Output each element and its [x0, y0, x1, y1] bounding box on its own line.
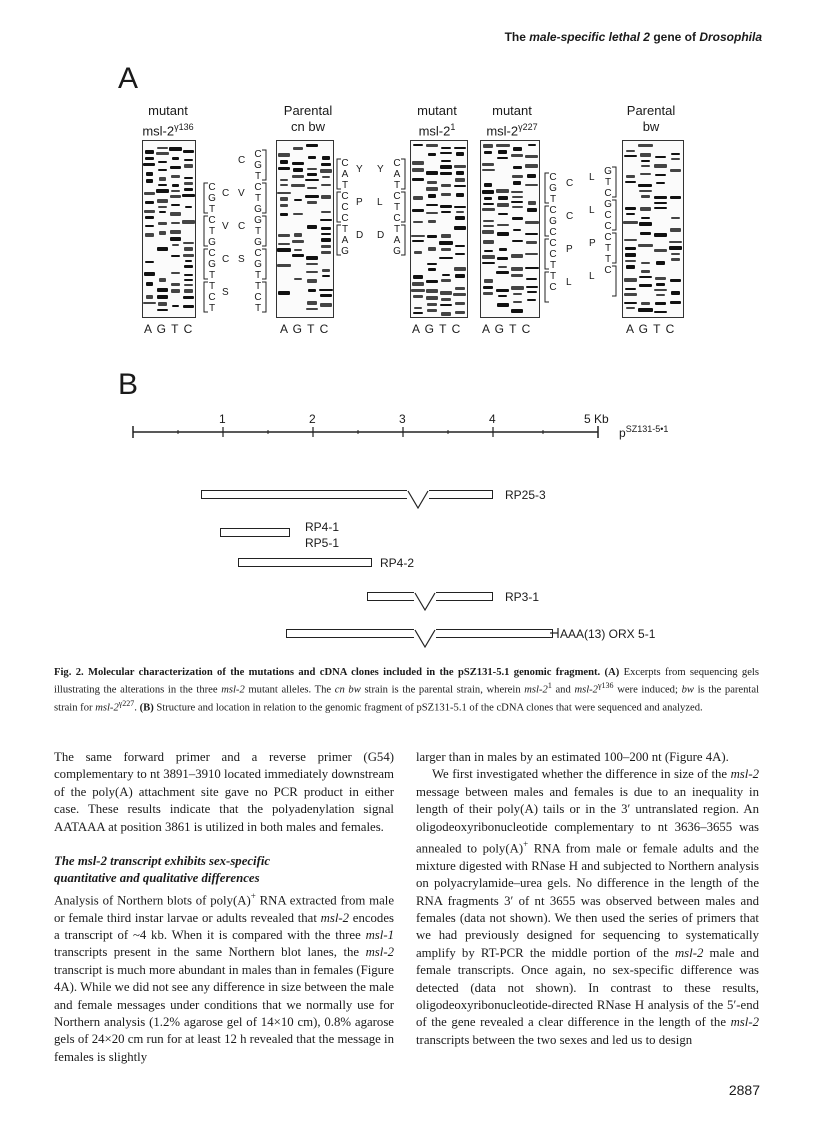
residue-aa-right-par-0: L: [589, 172, 595, 183]
tick-label-2: 2: [309, 412, 316, 426]
clone-bar-rp25-3: [201, 490, 493, 499]
lane-title-parental-bw: Parental bw: [626, 103, 676, 134]
base-seq-right-mut-3: C: [549, 205, 557, 216]
tick-label-5-kb: 5 Kb: [584, 412, 609, 426]
base-seq-right-mut-6: C: [549, 238, 557, 249]
paragraph-right-1: larger than in males by an estimated 100–200 nt (Figure 4A).: [416, 750, 729, 764]
residue-aa-mid-a-0: Y: [356, 164, 363, 175]
paragraph-right-2: We first investigated whether the difference in size of the msl-2 message between males and females is due to an inequality in length of their poly(A) tails or in the 3′ untranslated region. An oligodeoxyribonucleotide complementary to nt 3636–3655 was annealed to poly(A)+ RNA from male or female adults and the mixture digested with RNase H and subjected to Northern analysis on polyacrylamide–urea gels. No difference in the length of the RNA fragments 3′ of nt 3655 was observed between males and females (data not shown). We then used the series of primers that we had previously designed for sequencing to systematically amplify by RT-PCR the middle portion of the msl-2 male and female transcripts. Once again, no sex-specific difference was detected (data not shown). In contrast to these results, oligodeoxyribonucleotide-directed RNase H analysis of the 5′-end of the gene revealed a clear difference in the length of the msl-2 transcripts between the two sexes and led us to design: [416, 767, 759, 1047]
residue-aa-mid-b-1: L: [377, 197, 383, 208]
residue-aa-right-par-1: L: [589, 205, 595, 216]
base-seq-mid-b-4: T: [393, 202, 401, 213]
base-seq-left-par-4: T: [254, 193, 262, 204]
paragraph-left-2: Analysis of Northern blots of poly(A)+ RNA extracted from male or female third instar larvae or adults revealed that msl-2 encodes a transcript of ~4 kb. When it is compared with the three msl-1 transcripts present in the same Northern blot lanes, the msl-2 transcript is much more abundant in males than in females (Figure 4A). While we did not see any difference in size between the male and female messages under conditions that we normally use for Northern analysis (1.2% agarose gel of 14×10 cm), 0.8% agarose gels of 24×20 cm run for at least 12 h revealed that the message in females is slightly: [54, 890, 395, 1064]
base-seq-right-mut-9: T: [549, 271, 557, 282]
base-seq-left-par-11: T: [254, 270, 262, 281]
residue-aa-mid-a-2: D: [356, 230, 364, 241]
base-seq-left-par-9: C: [254, 248, 262, 259]
base-seq-left-par-14: T: [254, 303, 262, 314]
base-seq-left-mut-6: C: [208, 248, 216, 259]
intron-marker-orx5-1: [413, 627, 437, 651]
base-seq-left-mut-2: T: [208, 204, 216, 215]
base-seq-right-par-3: G: [604, 199, 612, 210]
polya-tail-marker: [550, 627, 560, 641]
base-seq-left-par-7: T: [254, 226, 262, 237]
base-seq-mid-a-4: C: [341, 202, 349, 213]
residue-aa-mid-b-0: Y: [377, 164, 384, 175]
body-left-column: [54, 749, 394, 1066]
base-seq-mid-a-6: T: [341, 224, 349, 235]
residue-aa-left-mut-2: C: [222, 254, 230, 265]
base-seq-left-mut-7: G: [208, 259, 216, 270]
base-seq-right-par-8: T: [604, 254, 612, 265]
base-seq-left-par-2: T: [254, 171, 262, 182]
base-seq-right-mut-10: C: [549, 282, 557, 293]
base-seq-mid-a-1: A: [341, 169, 349, 180]
base-seq-mid-a-5: C: [341, 213, 349, 224]
base-seq-left-mut-5: G: [208, 237, 216, 248]
base-seq-right-mut-2: T: [549, 194, 557, 205]
residue-aa-left-par-3: S: [238, 254, 245, 265]
panel-b-letter: B: [118, 368, 139, 401]
lane-title-msl2-227: mutant msl-$2^{\gamma 227}$: [486, 103, 538, 139]
base-seq-left-par-12: T: [254, 281, 262, 292]
base-seq-mid-a-3: C: [341, 191, 349, 202]
lane-title-msl2-1: mutant msl-$2^1$: [417, 103, 457, 139]
base-seq-mid-b-2: T: [393, 180, 401, 191]
residue-aa-right-mut-3: L: [566, 277, 572, 288]
base-seq-mid-b-3: C: [393, 191, 401, 202]
base-seq-mid-b-0: C: [393, 158, 401, 169]
intron-marker-rp3-1: [413, 590, 437, 614]
paragraph-left-1: The same forward primer and a reverse primer (G54) complementary to nt 3891–3910 located immediately downstream of the poly(A) attachment site gave no PCR product in either case. These results indicate that the polyadenylation signal AATAAA at position 3861 is utilized in both males and females.: [54, 750, 394, 834]
tick-label-4: 4: [489, 412, 496, 426]
residue-aa-right-mut-0: C: [566, 178, 574, 189]
clone-label-rp4-2: RP4-2: [380, 556, 415, 570]
residue-aa-right-mut-2: P: [566, 244, 573, 255]
clone-bar-rp4-1: [220, 528, 290, 537]
clone-label-rp5-1: RP5-1: [305, 536, 340, 550]
figure-caption: Fig. 2. Molecular characterization of the mutations and cDNA clones included in the pSZ131-5.1 genomic fragment. (A) Excerpts from sequencing gels illustrating the alterations in the three msl-2 mutant alleles. The cn bw strain is the parental strain, wherein msl-$2^1$ and msl-$2^{\gamma 136}$ were induced; bw is the parental strain for msl-$2^{\gamma 227}$. (B) Structure and location in relation to the genomic fragment of pSZ131-5.1 of the cDNA clones that were sequenced and analyzed.: [54, 667, 760, 714]
residue-aa-mid-a-1: P: [356, 197, 363, 208]
base-seq-left-par-6: G: [254, 215, 262, 226]
section-heading: The msl-2 transcript exhibits sex-specific quantitative and qualitative differences: [54, 854, 271, 886]
base-seq-left-mut-1: G: [208, 193, 216, 204]
base-seq-left-mut-8: T: [208, 270, 216, 281]
base-seq-right-mut-5: C: [549, 227, 557, 238]
base-seq-left-mut-9: T: [208, 281, 216, 292]
base-seq-right-par-2: C: [604, 188, 612, 199]
base-seq-mid-b-5: C: [393, 213, 401, 224]
lane-foot-5: A G T C: [626, 322, 676, 336]
base-seq-right-mut-4: G: [549, 216, 557, 227]
base-seq-right-par-1: T: [604, 177, 612, 188]
base-seq-right-mut-7: C: [549, 249, 557, 260]
base-seq-left-par-1: G: [254, 160, 262, 171]
body-right-column: [416, 749, 759, 1049]
residue-aa-right-par-2: P: [589, 238, 596, 249]
base-seq-left-mut-4: T: [208, 226, 216, 237]
base-seq-right-par-6: C: [604, 232, 612, 243]
base-seq-right-mut-8: T: [549, 260, 557, 271]
base-seq-mid-a-2: T: [341, 180, 349, 191]
residue-aa-left-par-0: C: [238, 155, 246, 166]
running-head: The male-specific lethal 2 gene of Drosophila: [504, 30, 762, 44]
lane-foot-2: A G T C: [280, 322, 330, 336]
residue-aa-mid-b-2: D: [377, 230, 385, 241]
base-seq-left-par-10: G: [254, 259, 262, 270]
clone-label-orx5-1: AAA(13) ORX 5-1: [560, 627, 656, 641]
base-seq-mid-a-0: C: [341, 158, 349, 169]
base-seq-mid-b-1: A: [393, 169, 401, 180]
base-seq-right-mut-0: C: [549, 172, 557, 183]
page-number: 2887: [728, 1082, 760, 1098]
plasmid-label: $p^{SZ131-5•1}$: [619, 424, 669, 440]
residue-aa-right-par-3: L: [589, 271, 595, 282]
intron-marker-rp25-3: [406, 488, 430, 512]
residue-aa-left-mut-1: V: [222, 221, 229, 232]
base-seq-left-mut-10: C: [208, 292, 216, 303]
base-seq-left-mut-0: C: [208, 182, 216, 193]
residue-aa-left-par-2: C: [238, 221, 246, 232]
clone-label-rp3-1: RP3-1: [505, 590, 540, 604]
clone-bar-rp4-2: [238, 558, 372, 567]
base-seq-right-mut-1: G: [549, 183, 557, 194]
residue-aa-left-mut-0: C: [222, 188, 230, 199]
base-seq-right-par-0: G: [604, 166, 612, 177]
tick-label-1: 1: [219, 412, 226, 426]
base-seq-right-par-9: C: [604, 265, 612, 276]
base-seq-mid-a-7: A: [341, 235, 349, 246]
lane-foot-3: A G T C: [412, 322, 462, 336]
base-seq-left-par-5: G: [254, 204, 262, 215]
base-seq-mid-b-7: A: [393, 235, 401, 246]
residue-aa-left-mut-3: S: [222, 287, 229, 298]
clone-label-rp4-1: RP4-1: [305, 520, 340, 534]
base-seq-mid-b-8: G: [393, 246, 401, 257]
lane-foot-1: A G T C: [144, 322, 194, 336]
base-seq-mid-a-8: G: [341, 246, 349, 257]
lane-title-parental-cn-bw: Parental cn bw: [283, 103, 333, 134]
base-seq-left-par-3: C: [254, 182, 262, 193]
base-seq-mid-b-6: T: [393, 224, 401, 235]
base-seq-left-par-13: C: [254, 292, 262, 303]
base-seq-right-par-4: C: [604, 210, 612, 221]
base-seq-left-mut-3: C: [208, 215, 216, 226]
panel-a-letter: A: [118, 62, 139, 95]
base-seq-right-par-5: C: [604, 221, 612, 232]
base-seq-left-par-0: C: [254, 149, 262, 160]
base-seq-left-par-8: G: [254, 237, 262, 248]
tick-label-3: 3: [399, 412, 406, 426]
base-seq-right-par-7: T: [604, 243, 612, 254]
residue-aa-left-par-1: V: [238, 188, 245, 199]
lane-title-msl2-136: mutant msl-$2^{\gamma 136}$: [142, 103, 194, 139]
lane-foot-4: A G T C: [482, 322, 532, 336]
base-seq-left-mut-11: T: [208, 303, 216, 314]
clone-label-rp25-3: RP25-3: [505, 488, 546, 502]
residue-aa-right-mut-1: C: [566, 211, 574, 222]
